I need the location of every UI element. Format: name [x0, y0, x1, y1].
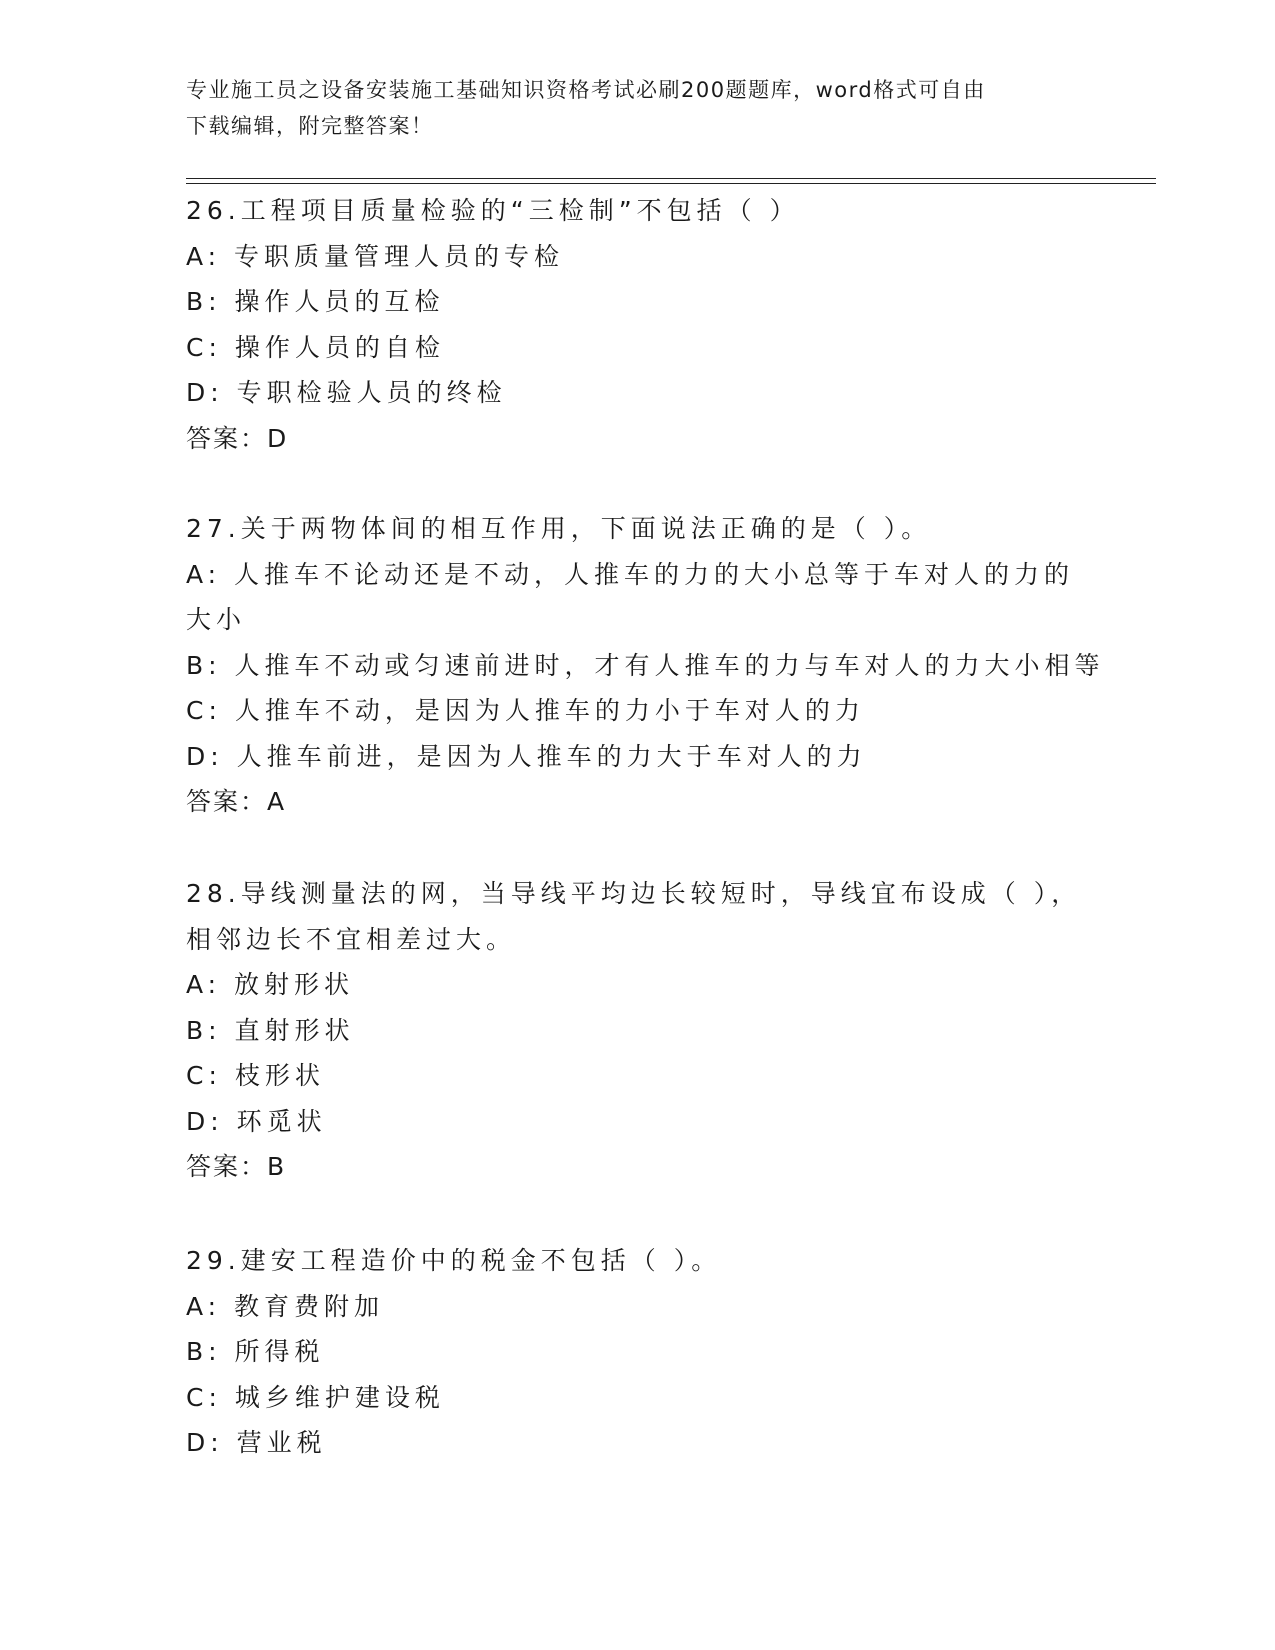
answer-label: 答案：D	[186, 423, 289, 453]
document-header	[186, 72, 1086, 144]
question-block	[186, 506, 1105, 825]
option-d: D: 环觅状	[186, 1106, 327, 1136]
option-a: A: 人推车不论动还是不动，人推车的力的大小总等于车对人的力的大小	[186, 559, 1075, 634]
header-divider-top	[186, 178, 1156, 179]
option-b: B: 直射形状	[186, 1015, 355, 1045]
question-stem: 26.工程项目质量检验的“三检制”不包括（ ）	[186, 196, 800, 225]
option-b: B: 所得税	[186, 1337, 325, 1366]
option-b: B: 操作人员的互检	[186, 287, 445, 316]
question-block	[186, 188, 1096, 461]
question-block	[186, 1238, 1096, 1466]
option-c: C: 操作人员的自检	[186, 332, 445, 362]
option-d: D: 人推车前进，是因为人推车的力大于车对人的力	[186, 741, 867, 771]
answer-label: 答案：B	[186, 1152, 287, 1181]
option-b: B: 人推车不动或匀速前进时，才有人推车的力与车对人的力大小相等	[186, 650, 1105, 680]
option-c: C: 城乡维护建设税	[186, 1382, 445, 1412]
option-d: D: 专职检验人员的终检	[186, 378, 507, 407]
header-divider-bottom	[186, 183, 1156, 184]
header-line-1: 专业施工员之设备安装施工基础知识资格考试必刷200题题库，word格式可自由	[186, 78, 986, 102]
question-stem: 29.建安工程造价中的税金不包括（ ）。	[186, 1246, 722, 1275]
question-block	[186, 871, 1096, 1190]
option-d: D: 营业税	[186, 1428, 327, 1457]
option-c: C: 人推车不动，是因为人推车的力小于车对人的力	[186, 696, 865, 725]
question-stem: 28.导线测量法的网，当导线平均边长较短时，导线宜布设成（ ），相邻边长不宜相差过大。	[186, 879, 1082, 954]
option-a: A: 教育费附加	[186, 1291, 385, 1321]
option-a: A: 专职质量管理人员的专检	[186, 241, 565, 271]
option-a: A: 放射形状	[186, 970, 355, 999]
header-line-2: 下载编辑，附完整答案！	[186, 114, 434, 138]
question-stem: 27.关于两物体间的相互作用，下面说法正确的是（ ）。	[186, 514, 932, 543]
option-c: C: 枝形状	[186, 1061, 325, 1090]
answer-label: 答案：A	[186, 787, 287, 816]
